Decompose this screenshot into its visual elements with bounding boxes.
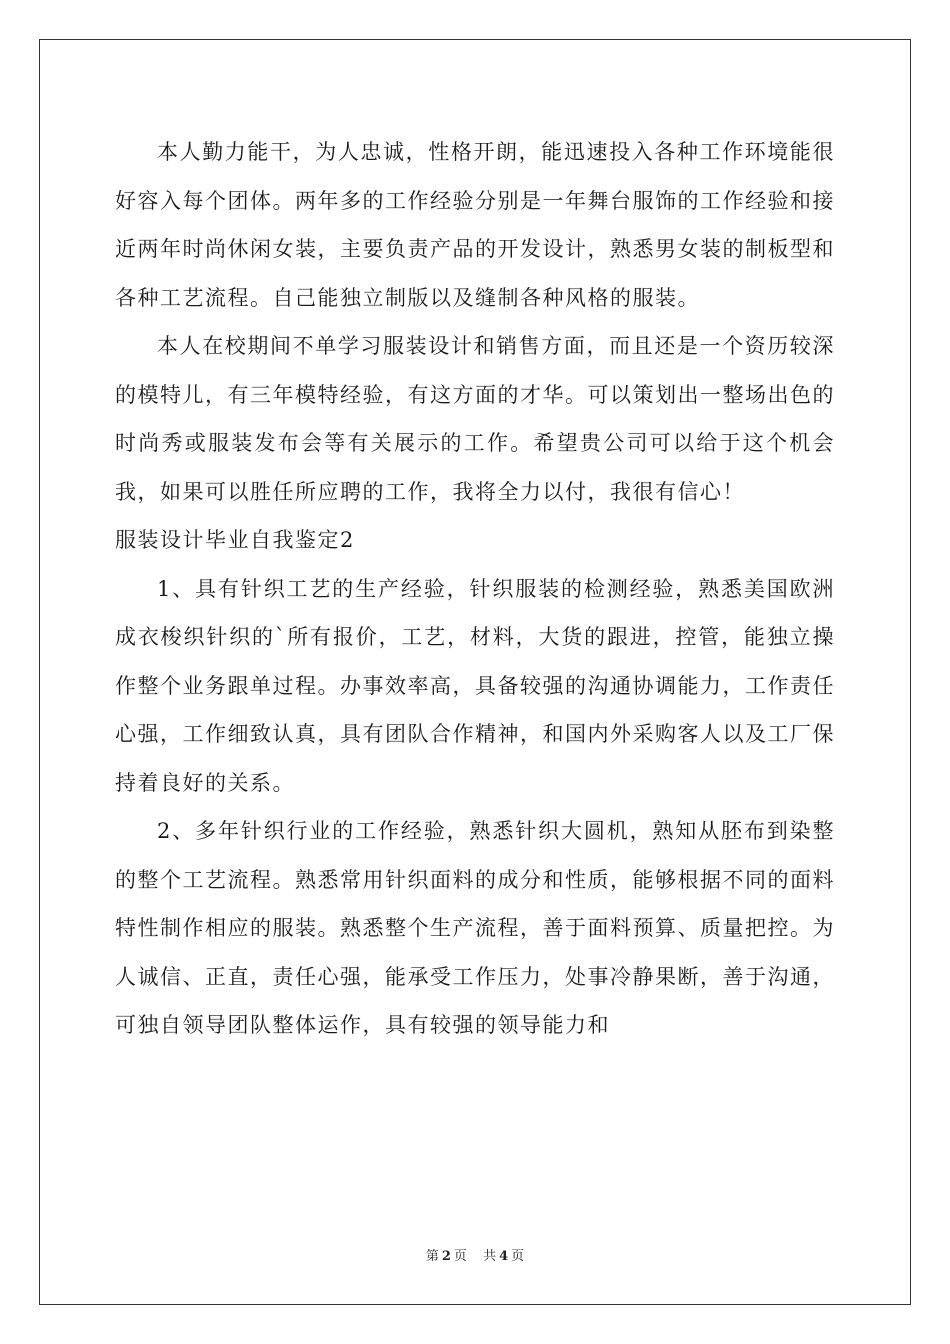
section-heading: 服装设计毕业自我鉴定2 [115, 528, 355, 552]
total-suffix: 页 [511, 1249, 525, 1264]
page-number: 2 [441, 1249, 451, 1264]
total-pages: 4 [499, 1249, 509, 1264]
page-prefix: 第 [425, 1249, 439, 1264]
page-suffix: 页 [453, 1249, 467, 1264]
paragraph-2: 本人在校期间不单学习服装设计和销售方面，而且还是一个资历较深的模特儿，有三年模特经验，有这方面的才华。可以策划出一整场出色的时尚秀或服装发布会等有关展示的工作。希望贵公司可以给于这个机会我，如果可以胜任所应聘的工作，我将全力以付，我很有信心！ [115, 334, 835, 504]
page-footer [0, 1245, 950, 1264]
document-body [115, 128, 835, 1050]
page-indicator [423, 1249, 470, 1264]
total-indicator [480, 1249, 527, 1264]
paragraph-3: 1、具有针织工艺的生产经验，针织服装的检测经验，熟悉美国欧洲成衣梭织针织的`所有报价，工艺，材料，大货的跟进，控管，能独立操作整个业务跟单过程。办事效率高，具备较强的沟通协调能力，工作责任心强，工作细致认真，具有团队合作精神，和国内外采购客人以及工厂保持着良好的关系。 [115, 576, 835, 795]
total-prefix: 共 [483, 1249, 497, 1264]
paragraph-4: 2、多年针织行业的工作经验，熟悉针织大圆机，熟知从胚布到染整的整个工艺流程。熟悉常用针织面料的成分和性质，能够根据不同的面料特性制作相应的服装。熟悉整个生产流程，善于面料预算、质量把控。为人诚信、正直，责任心强，能承受工作压力，处事冷静果断，善于沟通，可独自领导团队整体运作，具有较强的领导能力和 [115, 819, 835, 1037]
paragraph-1: 本人勤力能干，为人忠诚，性格开朗，能迅速投入各种工作环境能很好容入每个团体。两年多的工作经验分别是一年舞台服饰的工作经验和接近两年时尚休闲女装，主要负责产品的开发设计，熟悉男女装的制板型和各种工艺流程。自己能独立制版以及缝制各种风格的服装。 [115, 140, 835, 310]
